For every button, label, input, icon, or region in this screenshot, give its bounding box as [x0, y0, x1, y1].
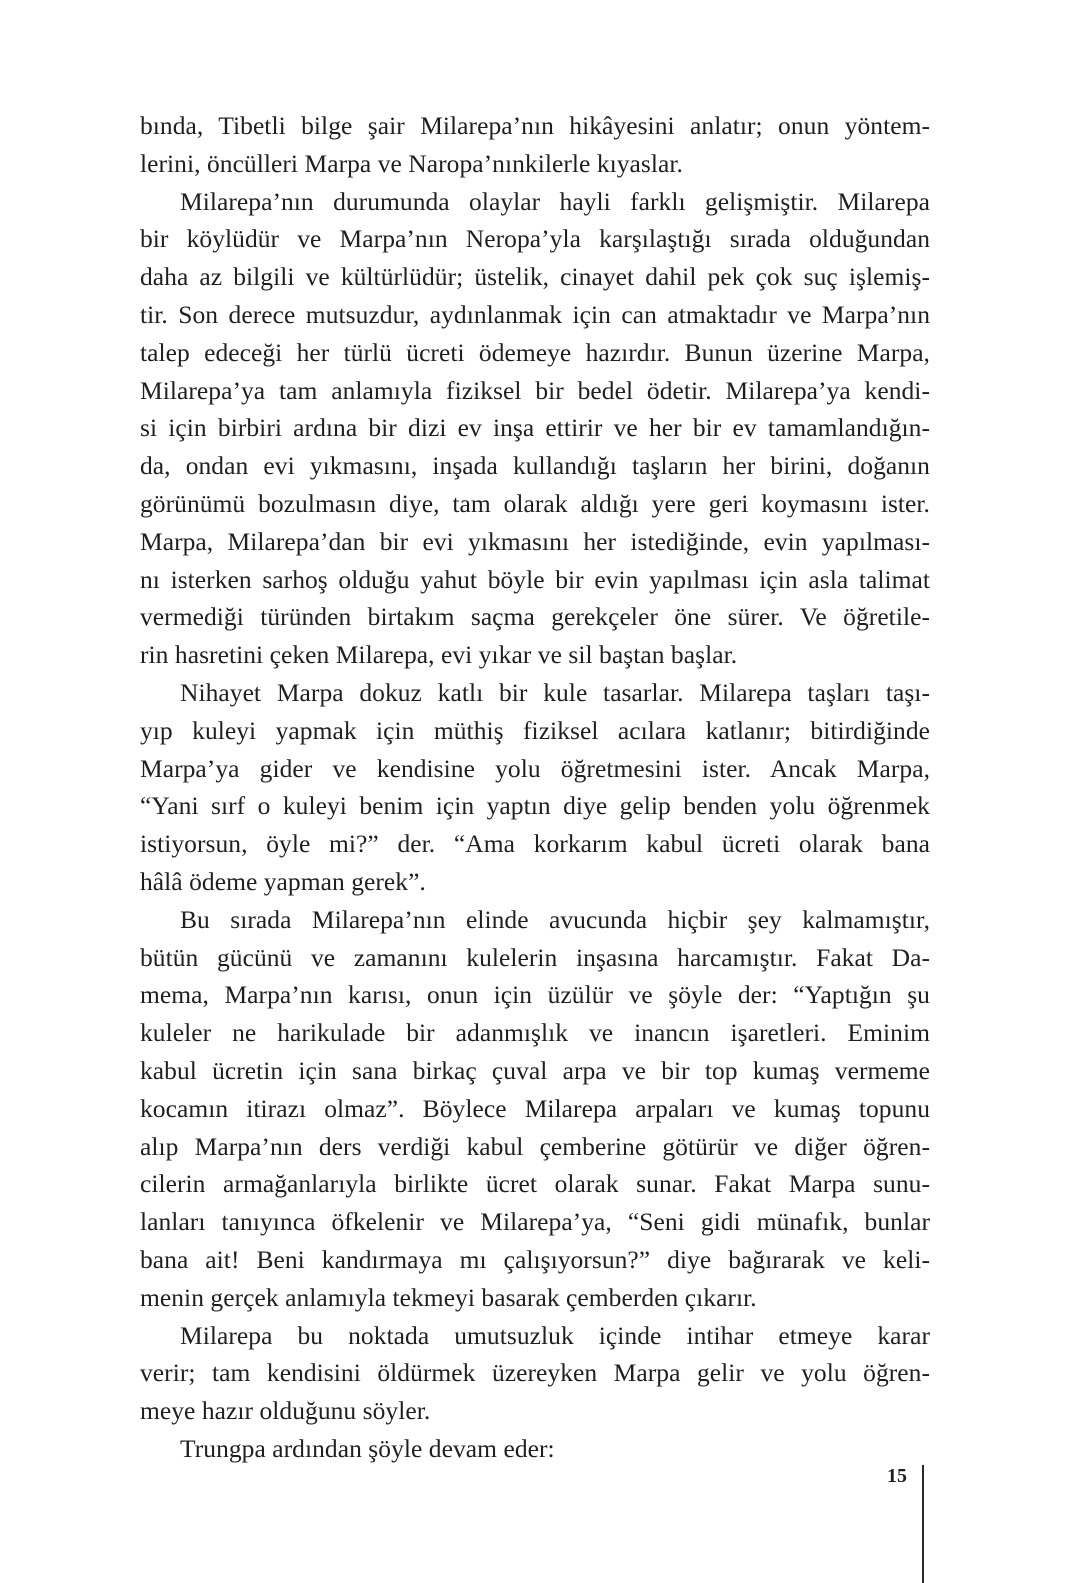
page-number: 15	[887, 1465, 907, 1487]
text-line: bana ait! Beni kandırmaya mı çalışıyorsun?” diye bağırarak ve keli-	[140, 1244, 930, 1274]
text-line: Milarepa bu noktada umutsuzluk içinde intihar etmeye karar	[180, 1320, 930, 1350]
text-line: menin gerçek anlamıyla tekmeyi basarak çemberden çıkarır.	[140, 1282, 757, 1312]
text-line: bir köylüdür ve Marpa’nın Neropa’yla karşılaştığı sırada olduğundan	[140, 224, 930, 254]
text-line: bütün gücünü ve zamanını kulelerin inşasına harcamıştır. Fakat Da-	[140, 942, 930, 972]
text-line: meye hazır olduğunu söyler.	[140, 1396, 431, 1426]
text-line: lanları tanıyınca öfkelenir ve Milarepa’ya, “Seni gidi münafık, bunlar	[140, 1207, 930, 1237]
text-line: bında, Tibetli bilge şair Milarepa’nın hikâyesini anlatır; onun yöntem-	[140, 111, 930, 140]
text-line: verir; tam kendisini öldürmek üzereyken Marpa gelir ve yolu öğren-	[140, 1358, 930, 1388]
text-line: alıp Marpa’nın ders verdiği kabul çemberine götürür ve diğer öğren-	[140, 1131, 930, 1161]
text-line: Bu sırada Milarepa’nın elinde avucunda hiçbir şey kalmamıştır,	[180, 904, 930, 934]
text-line: kuleler ne harikulade bir adanmışlık ve inancın işaretleri. Eminim	[140, 1018, 930, 1048]
text-line: kabul ücretin için sana birkaç çuval arpa ve bir top kumaş vermeme	[140, 1055, 930, 1085]
text-line: nı isterken sarhoş olduğu yahut böyle bir evin yapılması için asla talimat	[140, 564, 930, 594]
text-line: “Yani sırf o kuleyi benim için yaptın diye gelip benden yolu öğrenmek	[140, 791, 930, 821]
text-line: görünümü bozulmasın diye, tam olarak aldığı yere geri koymasını ister.	[140, 488, 930, 518]
text-line: Trungpa ardından şöyle devam eder:	[180, 1433, 555, 1463]
text-line: da, ondan evi yıkmasını, inşada kullandığı taşların her birini, doğanın	[140, 451, 930, 481]
text-line: mema, Marpa’nın karısı, onun için üzülür ve şöyle der: “Yaptığın şu	[140, 980, 930, 1010]
text-line: vermediği türünden birtakım saçma gerekçeler öne sürer. Ve öğretile-	[140, 602, 930, 632]
text-line: talep edeceği her türlü ücreti ödemeye hazırdır. Bunun üzerine Marpa,	[140, 337, 930, 367]
text-line: Milarepa’ya tam anlamıyla fiziksel bir bedel ödetir. Milarepa’ya kendi-	[140, 375, 930, 405]
text-line: istiyorsun, öyle mi?” der. “Ama korkarım kabul ücreti olarak bana	[140, 829, 930, 859]
text-line: daha az bilgili ve kültürlüdür; üstelik, cinayet dahil pek çok suç işlemiş-	[140, 262, 930, 292]
text-line: yıp kuleyi yapmak için müthiş fiziksel acılara katlanır; bitirdiğinde	[140, 715, 930, 745]
text-line: Nihayet Marpa dokuz katlı bir kule tasarlar. Milarepa taşları taşı-	[180, 677, 930, 707]
text-line: rin hasretini çeken Milarepa, evi yıkar ve sil baştan başlar.	[140, 640, 738, 670]
text-line: Marpa, Milarepa’dan bir evi yıkmasını her istediğinde, evin yapılması-	[140, 526, 930, 556]
text-line: si için birbiri ardına bir dizi ev inşa ettirir ve her bir ev tamamlandığın-	[140, 413, 930, 443]
text-line: Marpa’ya gider ve kendisine yolu öğretmesini ister. Ancak Marpa,	[140, 753, 930, 783]
text-line: Milarepa’nın durumunda olaylar hayli farklı gelişmiştir. Milarepa	[180, 186, 930, 216]
body-text	[140, 107, 930, 1468]
page-margin-rule	[922, 1465, 924, 1583]
text-line: hâlâ ödeme yapman gerek”.	[140, 866, 426, 896]
text-line: tir. Son derece mutsuzdur, aydınlanmak için can atmaktadır ve Marpa’nın	[140, 299, 930, 329]
text-line: cilerin armağanlarıyla birlikte ücret olarak sunar. Fakat Marpa sunu-	[140, 1169, 930, 1199]
text-line: kocamın itirazı olmaz”. Böylece Milarepa arpaları ve kumaş topunu	[140, 1093, 930, 1123]
text-line: lerini, öncülleri Marpa ve Naropa’nınkilerle kıyaslar.	[140, 148, 683, 178]
